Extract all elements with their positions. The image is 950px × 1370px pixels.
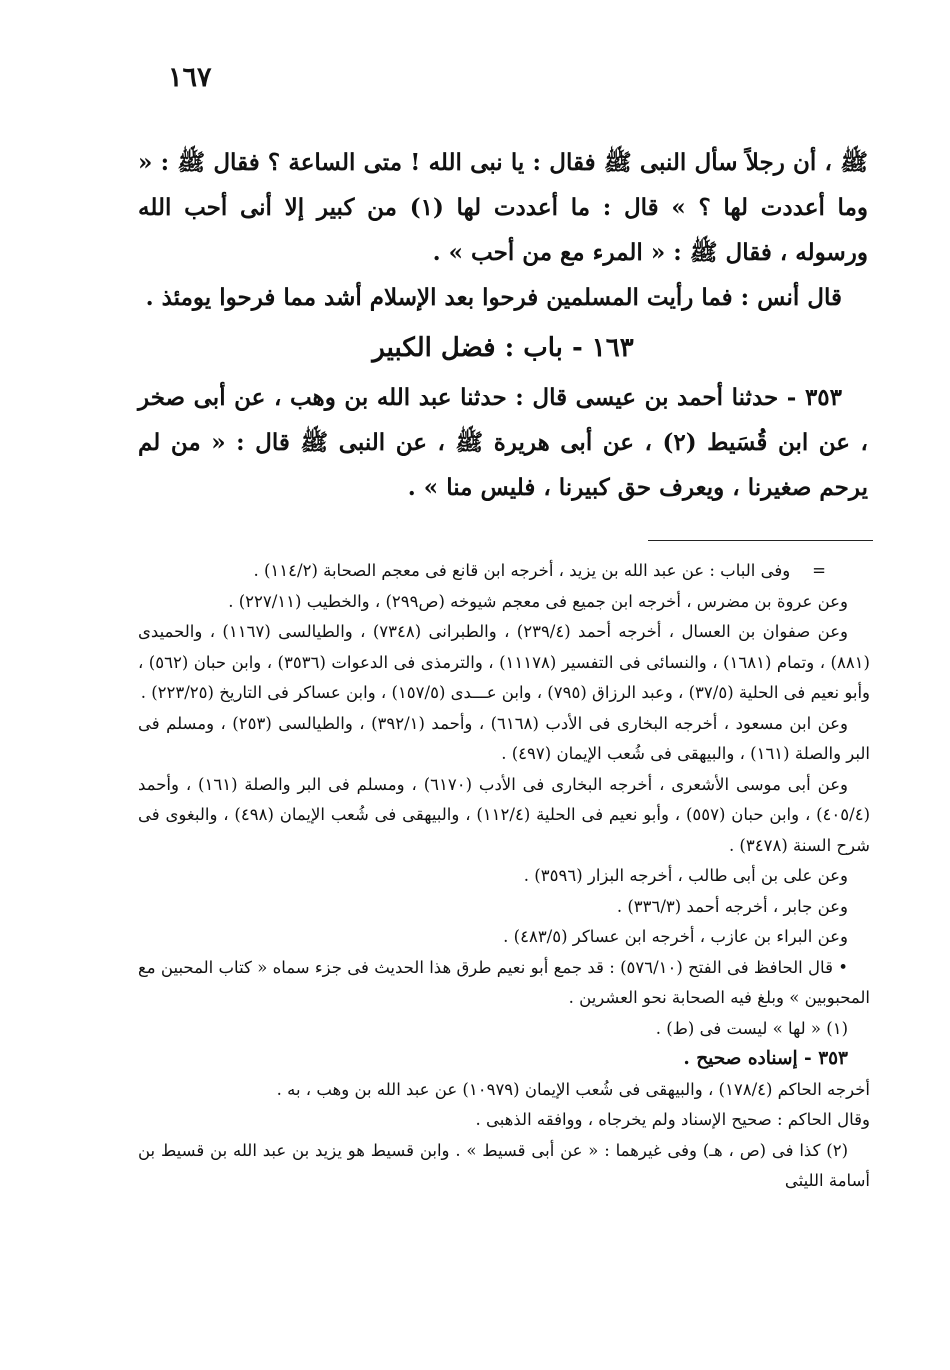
footnote-line: وعن البراء بن عازب ، أخرجه ابن عساكر (٤٨٣/٥) .: [503, 927, 848, 946]
footnote-line: وعن جابر ، أخرجه أحمد (٣٣٦/٣) .: [616, 896, 848, 916]
chapter-title: ١٦٣ - باب : فضل الكبير: [372, 333, 634, 363]
hadith-353: ٣٥٣ - حدثنا أحمد بن عيسى قال : حدثنا عبد الله بن وهب ، عن أبى صخر ، عن ابن قُسَيط (٢) ، عن أبى هريرة ﷺ ، عن النبى ﷺ قال : « من لم يرحم صغيرنا ، ويعرف حق كبيرنا ، فليس منا » .: [138, 384, 868, 501]
continuation-mark: =: [812, 561, 826, 580]
footnotes: [138, 556, 870, 1197]
footnote-text: وفى الباب : عن عبد الله بن يزيد ، أخرجه ابن قانع فى معجم الصحابة (١١٤/٢) .: [253, 561, 791, 580]
footnote-line: وعن أبى موسى الأشعرى ، أخرجه البخارى فى الأدب (٦١٧٠) ، ومسلم فى البر والصلة (١٦١) ، وأحمد (٤٠٥/٤) ، وابن حبان (٥٥٧) ، وأبو نعيم فى الحلية (١١٢/٤) ، والبيهقى فى شُعب الإيمان (٤٩٨) ، والبغوى فى شرح السنة (٣٤٧٨) .: [138, 774, 870, 855]
isnad-heading: ٣٥٣ - إسناده صحيح .: [683, 1048, 848, 1069]
footnote-line: وعن على بن أبى طالب ، أخرجه البزار (٣٥٩٦) .: [523, 866, 848, 885]
footnote-line: وقال الحاكم : صحيح الإسناد ولم يخرجاه ، ووافقه الذهبى .: [475, 1110, 870, 1129]
footnote-line: (٢) كذا فى (ص ، هـ) وفى غيرهما : « عن أبى قسيط » . وابن قسيط هو يزيد بن عبد الله بن قسيط بن أسامة الليثى: [138, 1140, 870, 1190]
footnote-line: أخرجه الحاكم (١٧٨/٤) ، والبيهقى فى شُعب الإيمان (١٠٩٧٩) عن عبد الله بن وهب ، به .: [276, 1079, 870, 1099]
anas-remark: قال أنس : فما رأيت المسلمين فرحوا بعد الإسلام أشد مما فرحوا يومئذ .: [145, 284, 842, 311]
footnote-line: (١) « لها » ليست فى (ط) .: [655, 1018, 848, 1038]
page-number: ١٦٧: [168, 62, 212, 93]
footnote-line: وعن صفوان بن العسال ، أخرجه أحمد (٢٣٩/٤) ، والطبرانى (٧٣٤٨) ، والطيالسى (١١٦٧) ، والحميدى (٨٨١) ، وتمام (١٦٨١) ، والنسائى فى التفسير (١١١٧٨) ، والترمذى فى الدعوات (٣٥٣٦) ، وابن حبان (٥٦٢) ، وأبو نعيم فى الحلية (٣٧/٥) ، وعبد الرزاق (٧٩٥) ، وابن عـــدى (١٥٧/٥) ، وابن عساكر فى التاريخ (٢٢٣/٢٥) .: [138, 622, 870, 702]
footnote-line: • قال الحافظ فى الفتح (٥٧٦/١٠) : قد جمع أبو نعيم طرق هذا الحديث فى جزء سماه « كتاب المحبين مع المحبوبين » وبلغ فيه الصحابة نحو العشرين .: [138, 957, 870, 1007]
footnote-line: وعن ابن مسعود ، أخرجه البخارى فى الأدب (٦١٦٨) ، وأحمد (٣٩٢/١) ، والطيالسى (٢٥٣) ، ومسلم فى البر والصلة (١٦١) ، والبيهقى فى شُعب الإيمان (٤٩٧) .: [138, 713, 870, 763]
footnote-line: [138, 556, 870, 587]
hadith-continuation: ﷺ ، أن رجلاً سأل النبى ﷺ فقال : يا نبى الله ! متى الساعة ؟ فقال ﷺ : « وما أعددت لها ؟ » قال : ما أعددت لها (١) من كبير إلا أنى أحب الله ورسوله ، فقال ﷺ : « المرء مع من أحب » .: [138, 149, 868, 266]
main-text: [138, 140, 868, 510]
footnote-divider: [648, 540, 873, 541]
footnote-line: وعن عروة بن مضرس ، أخرجه ابن جميع فى معجم شيوخه (ص٢٩٩) ، والخطيب (٢٢٧/١١) .: [228, 591, 848, 611]
